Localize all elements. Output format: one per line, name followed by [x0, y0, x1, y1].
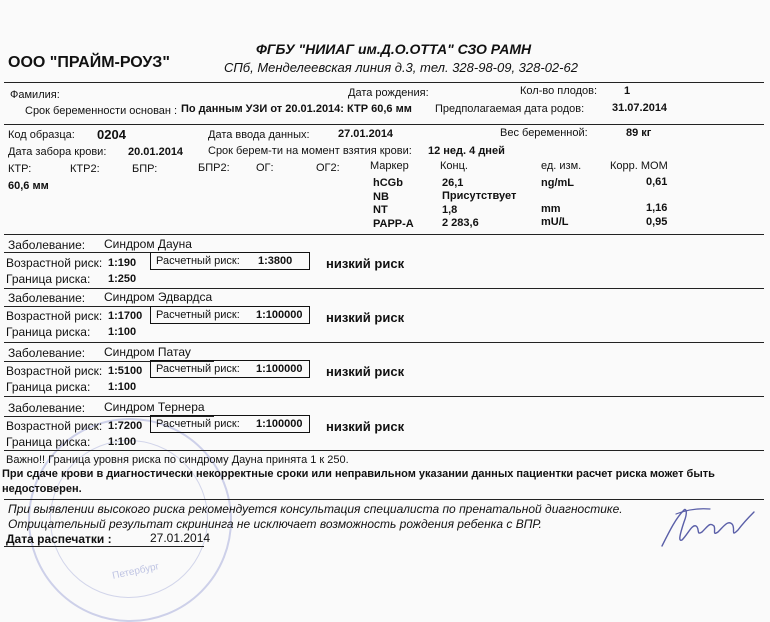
- risk-verdict: низкий риск: [326, 310, 405, 325]
- fetus-count-label: Кол-во плодов:: [520, 85, 598, 97]
- calc-risk-value: 1:100000: [256, 363, 303, 375]
- bpr-label: БПР:: [132, 163, 158, 175]
- disease-divider: [4, 450, 764, 451]
- calc-risk-label: Расчетный риск:: [156, 309, 240, 321]
- age-risk-label: Возрастной риск:: [6, 256, 103, 270]
- marker-header: Маркер: [370, 160, 409, 172]
- threshold-value: 1:250: [108, 273, 137, 285]
- marker-name: hCGb: [373, 177, 403, 189]
- age-risk-label: Возрастной риск:: [6, 309, 103, 323]
- warning-note: При сдаче крови в диагностически некорректные сроки или неправильном указании данных пациентки расчет риска может быть: [2, 468, 715, 480]
- marker-name: NT: [373, 204, 388, 216]
- calc-risk-value: 1:3800: [258, 255, 293, 267]
- disease-name: Синдром Патау: [104, 345, 191, 359]
- due-date-label: Предполагаемая дата родов:: [435, 103, 585, 115]
- institute-name: ФГБУ "НИИАГ им.Д.О.ОТТА" СЗО РАМН: [256, 41, 532, 57]
- risk-verdict: низкий риск: [326, 419, 405, 434]
- print-date-label: Дата распечатки :: [6, 532, 112, 546]
- calc-risk-value: 1:100000: [256, 418, 303, 430]
- marker-unit: ng/mL: [541, 177, 574, 189]
- recommendation-note: При выявлении высокого риска рекомендуется консультация специалиста по пренатальной диагностике.: [8, 502, 623, 516]
- disease-name: Синдром Тернера: [104, 400, 205, 414]
- calc-risk-label: Расчетный риск:: [156, 363, 240, 375]
- gestation-term-label: Срок берем-ти на момент взятия крови:: [208, 145, 412, 157]
- threshold-label: Граница риска:: [6, 380, 91, 394]
- ktr-label: КТР:: [8, 163, 32, 175]
- age-risk-value: 1:7200: [108, 420, 143, 432]
- header-divider: [4, 82, 764, 83]
- threshold-label: Граница риска:: [6, 272, 91, 286]
- age-risk-value: 1:190: [108, 257, 137, 269]
- notes-divider: [4, 499, 764, 500]
- marker-conc: 1,8: [442, 204, 458, 216]
- ktr2-label: КТР2:: [70, 163, 100, 175]
- due-date-value: 31.07.2014: [612, 102, 668, 114]
- threshold-value: 1:100: [108, 326, 137, 338]
- age-risk-label: Возрастной риск:: [6, 419, 103, 433]
- unit-header: ед. изм.: [541, 160, 582, 172]
- conc-header: Конц.: [440, 160, 468, 172]
- draw-date-label: Дата забора крови:: [8, 146, 107, 158]
- og2-label: ОГ2:: [316, 162, 340, 174]
- marker-conc: 26,1: [442, 177, 464, 189]
- marker-conc: 2 283,6: [442, 217, 479, 229]
- surname-label: Фамилия:: [10, 89, 60, 101]
- marker-name: NB: [373, 191, 389, 203]
- disease-divider: [4, 396, 764, 397]
- disease-label: Заболевание:: [8, 291, 86, 305]
- threshold-value: 1:100: [108, 436, 137, 448]
- disease-name: Синдром Эдвардса: [104, 290, 213, 304]
- marker-conc: Присутствует: [442, 190, 517, 202]
- mom-header: Корр. МОМ: [610, 160, 668, 172]
- term-basis-value: По данным УЗИ от 20.01.2014: КТР 60,6 мм: [181, 103, 412, 115]
- marker-unit: mm: [541, 203, 561, 215]
- risk-verdict: низкий риск: [326, 364, 405, 379]
- lab-name: ООО "ПРАЙМ-РОУЗ": [8, 54, 170, 71]
- ktr-value: 60,6 мм: [8, 180, 49, 192]
- important-note: Важно!! Граница уровня риска по синдрому Дауна принята 1 к 250.: [6, 454, 349, 466]
- fetus-count-value: 1: [624, 85, 631, 97]
- draw-date-value: 20.01.2014: [128, 146, 184, 158]
- calc-risk-value: 1:100000: [256, 309, 303, 321]
- print-date-underline: [4, 546, 204, 547]
- patient-divider: [4, 124, 764, 125]
- sample-code-value: 0204: [97, 127, 126, 142]
- entry-date-label: Дата ввода данных:: [208, 129, 310, 141]
- signature: [656, 500, 760, 556]
- age-risk-value: 1:5100: [108, 365, 143, 377]
- entry-date-value: 27.01.2014: [338, 128, 394, 140]
- marker-mom: 0,95: [646, 216, 668, 228]
- age-risk-label: Возрастной риск:: [6, 364, 103, 378]
- disease-label: Заболевание:: [8, 346, 86, 360]
- risk-verdict: низкий риск: [326, 256, 405, 271]
- threshold-label: Граница риска:: [6, 435, 91, 449]
- print-date-value: 27.01.2014: [150, 531, 211, 545]
- disease-name: Синдром Дауна: [104, 237, 192, 251]
- disease-divider: [4, 342, 764, 343]
- screening-disclaimer: Отрицательный результат скрининга не исключает возможность рождения ребенка с ВПР.: [8, 517, 542, 531]
- weight-value: 89 кг: [626, 127, 652, 139]
- marker-unit: mU/L: [541, 216, 569, 228]
- disease-divider: [4, 288, 764, 289]
- term-basis-label: Срок беременности основан :: [25, 105, 178, 117]
- institute-address: СПб, Менделеевская линия д.3, тел. 328-98-09, 328-02-62: [224, 60, 578, 75]
- calc-risk-label: Расчетный риск:: [156, 255, 240, 267]
- marker-mom: 1,16: [646, 202, 668, 214]
- birthdate-label: Дата рождения:: [348, 87, 429, 99]
- disease-label: Заболевание:: [8, 238, 86, 252]
- warning-note-cont: недостоверен.: [2, 483, 82, 495]
- markers-divider: [4, 234, 764, 235]
- disease-label: Заболевание:: [8, 401, 86, 415]
- threshold-label: Граница риска:: [6, 325, 91, 339]
- stamp-text: Петербург: [111, 561, 161, 582]
- marker-name: PAPP-A: [373, 218, 414, 230]
- sample-code-label: Код образца:: [8, 129, 75, 141]
- bpr2-label: БПР2:: [198, 162, 230, 174]
- gestation-term-value: 12 нед. 4 дней: [428, 145, 505, 157]
- age-risk-value: 1:1700: [108, 310, 143, 322]
- marker-mom: 0,61: [646, 176, 668, 188]
- threshold-value: 1:100: [108, 381, 137, 393]
- weight-label: Вес беременной:: [500, 127, 588, 139]
- og-label: ОГ:: [256, 162, 274, 174]
- calc-risk-label: Расчетный риск:: [156, 418, 240, 430]
